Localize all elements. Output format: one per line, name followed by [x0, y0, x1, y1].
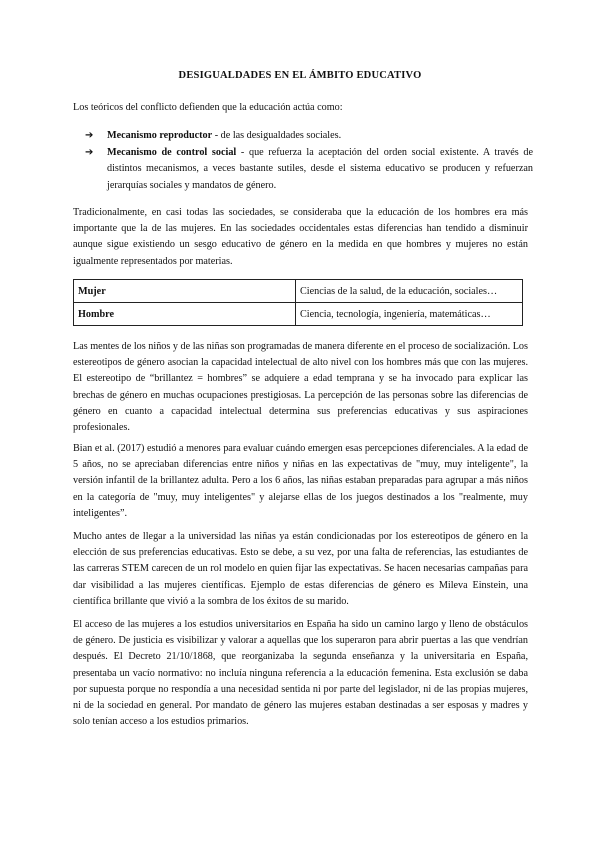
paragraph-bian: Bian et al. (2017) estudió a menores para evaluar cuándo emergen esas percepciones diferenciales. A la edad de 5 años, no se apreciaban diferencias entre niños y niñas en las expectativas de "muy, muy inteligente", la versión infantil de la brillantez adulta. Pero a los 6 años, las niñas estaban preparadas para agrupar a más niños en la categoría de "muy, muy inteligentes" y alejarse ellas de los juegos destinados a los "realmente, muy inteligentes”. — [73, 443, 528, 519]
bullet-item — [85, 128, 533, 144]
table-row — [74, 280, 523, 303]
table-cell-label: Hombre — [74, 303, 296, 326]
bullet-text: - de las desigualdades sociales. — [212, 130, 342, 141]
paragraph-mentes: Las mentes de los niños y de las niñas son programadas de manera diferente en el proceso de socialización. Los estereotipos de género asocian la capacidad intelectual de alto nivel con los hombres más que con las mujeres. El estereotipo de “brillantez = hombres” se adquiere a edad temprana y se ha invocado para explicar las brechas de género en muchas ocupaciones prestigiosas. La percepción de las personas sobre las diferencias de género en cuanto a capacidad intelectual determina sus preferencias educativas y sus aspiraciones profesionales. — [73, 341, 528, 434]
table-cell-value: Ciencias de la salud, de la educación, sociales… — [296, 280, 523, 303]
gender-subjects-table — [73, 279, 523, 326]
table-row — [74, 303, 523, 326]
paragraph-tradicionalmente: Tradicionalmente, en casi todas las sociedades, se consideraba que la educación de los hombres era más importante que la de las mujeres. En las sociedades occidentales estas diferencias han tendido a disminuir aunque sigue existiendo un sesgo educativo de género en la medida en que hombres y mujeres no están igualmente representados por materias. — [73, 207, 528, 267]
arrow-bullet-icon: ➔ — [85, 147, 94, 159]
table-cell-value: Ciencia, tecnología, ingeniería, matemáticas… — [296, 303, 523, 326]
bullet-text: - que refuerza la aceptación del orden social existente. A través de distintos mecanismos, a veces bastante sutiles, desde el sistema educativo se producen y refuerzan jerarquías sociales y mandatos de género. — [107, 147, 533, 191]
paragraph-universidad: Mucho antes de llegar a la universidad las niñas ya están condicionadas por los estereotipos de género en la elección de sus preferencias educativas. Esto se debe, a su vez, por una falta de referencias, las estudiantes de las carreras STEM carecen de un rol modelo en quien fijar las expectativas. Se hacen necesarias campañas para dar visibilidad a las mujeres científicas. Ejemplo de estas diferencias de género es Mileva Einstein, una científica brillante que vivió a la sombra de los éxitos de su marido. — [73, 531, 528, 607]
bullet-list — [85, 128, 533, 195]
arrow-bullet-icon: ➔ — [85, 130, 94, 141]
paragraph-acceso: El acceso de las mujeres a los estudios universitarios en España ha sido un camino largo y lleno de obstáculos de género. De justicia es visibilizar y valorar a aquellas que los superaron para abrir puertas a las que vendrían después. El Decreto 21/10/1868, que reorganizaba la segunda enseñanza y la universitaria en España, presentaba un vacío normativo: no incluía ninguna referencia a la educación femenina. Esta exclusión se daba por supuesta porque no respondía a una necesidad sentida ni por parte del legislador, ni de las propias mujeres, ni de la sociedad en general. Por mandato de género las mujeres estaban destinadas a ser esposas y madres y solo tenían acceso a los estudios primarios. — [73, 619, 528, 728]
table-cell-label: Mujer — [74, 280, 296, 303]
intro-text: Los teóricos del conflicto defienden que la educación actúa como: — [73, 102, 343, 113]
bullet-item — [85, 145, 533, 194]
bullet-term: Mecanismo reproductor — [107, 130, 213, 141]
bullet-term: Mecanismo de control social — [107, 147, 237, 159]
page-title: DESIGUALDADES EN EL ÁMBITO EDUCATIVO — [178, 70, 422, 81]
